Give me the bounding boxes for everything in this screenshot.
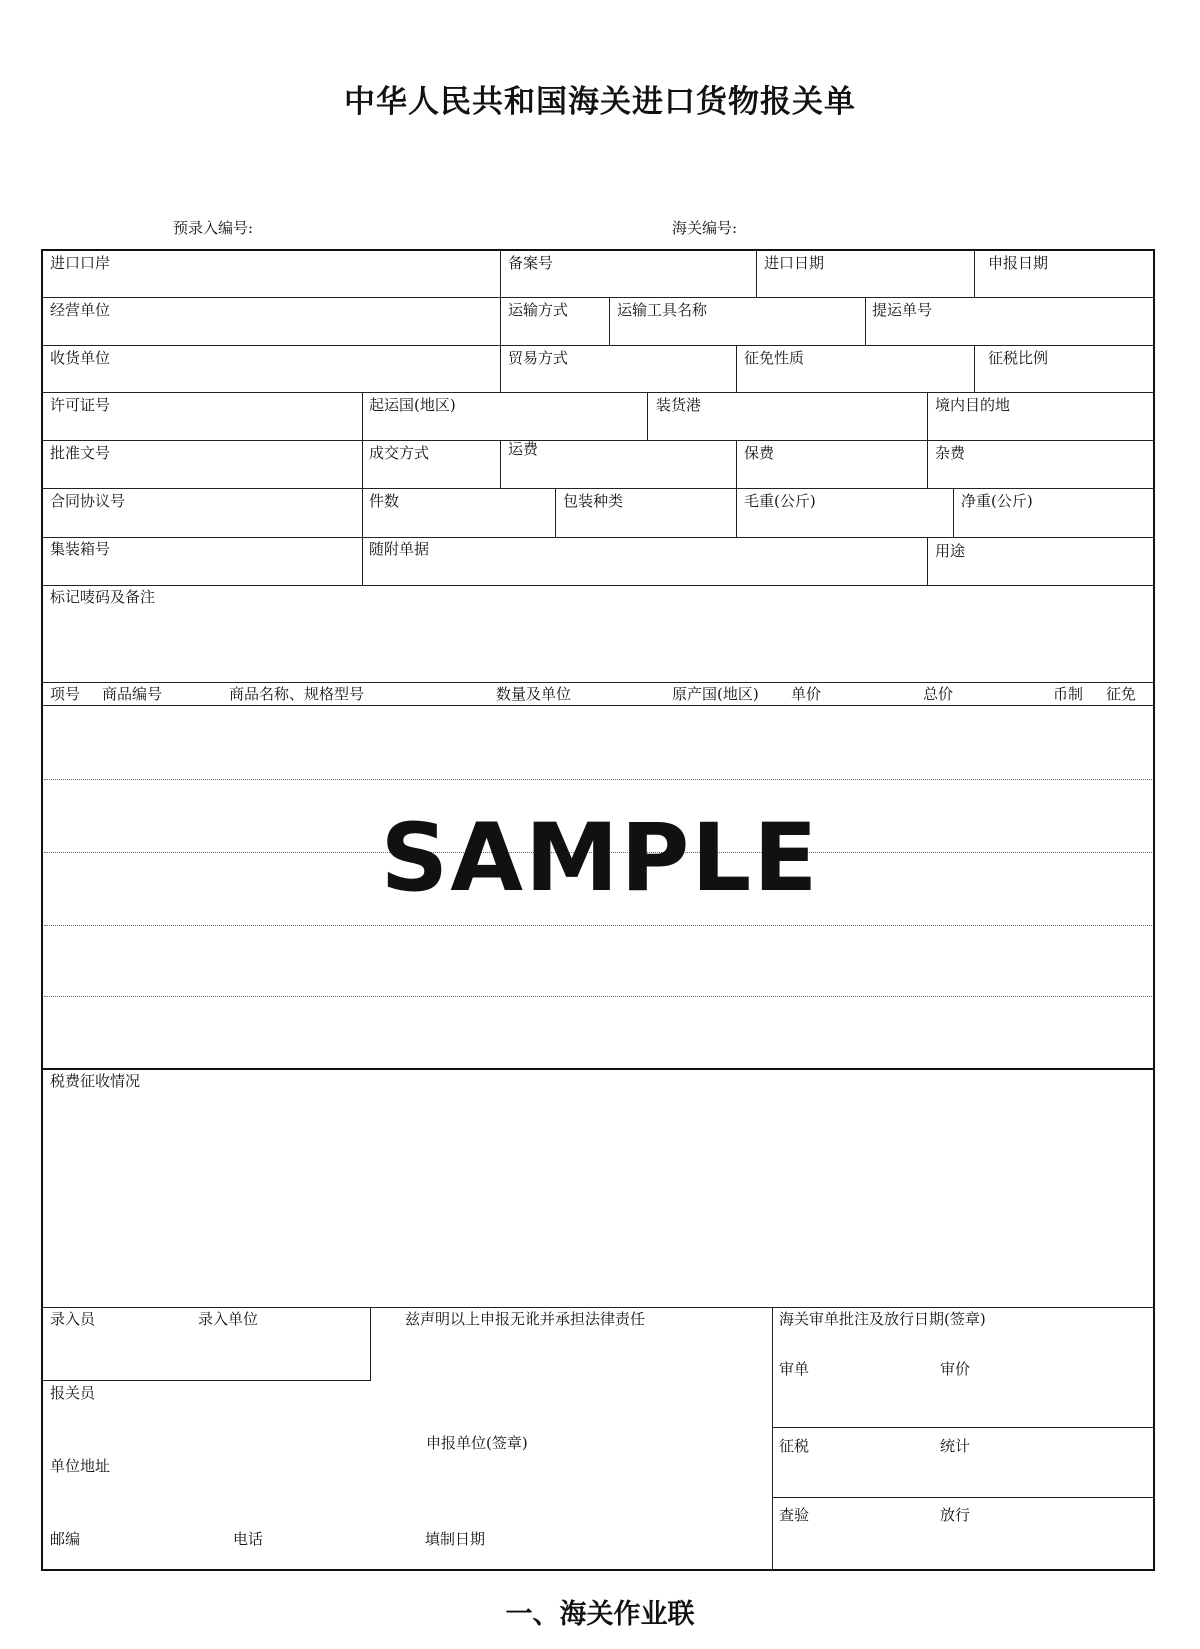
row-divider (42, 488, 1154, 489)
transport-mode-label: 运输方式 (508, 301, 569, 319)
col-divider (362, 392, 363, 585)
business-unit-label: 经营单位 (50, 301, 111, 319)
col-exemption: 征免 (1106, 685, 1137, 703)
loading-port-label: 装货港 (656, 396, 702, 414)
remarks-label: 标记唛码及备注 (50, 588, 156, 606)
col-divider (370, 1307, 371, 1381)
copy-name-footer: 一、海关作业联 (505, 1599, 695, 1630)
col-commodity-name: 商品名称、规格型号 (229, 685, 365, 703)
entry-unit-label: 录入单位 (198, 1310, 259, 1328)
row-divider (42, 297, 1154, 298)
postcode-label: 邮编 (50, 1530, 81, 1548)
bill-of-lading-label: 提运单号 (872, 301, 933, 319)
col-divider (756, 250, 757, 297)
import-date-label: 进口日期 (764, 254, 825, 272)
inspection-label: 查验 (779, 1506, 810, 1524)
col-divider (927, 440, 928, 488)
row-divider (42, 345, 1154, 346)
row-divider (772, 1497, 1154, 1498)
col-unit-price: 单价 (791, 685, 822, 703)
sample-watermark: SAMPLE (380, 804, 820, 913)
vehicle-name-label: 运输工具名称 (617, 301, 708, 319)
domestic-destination-label: 境内目的地 (935, 396, 1011, 414)
license-number-label: 许可证号 (50, 396, 111, 414)
col-divider (736, 440, 737, 488)
levy-label: 征税 (779, 1437, 810, 1455)
col-divider (865, 297, 866, 345)
insurance-label: 保费 (744, 444, 775, 462)
declaration-statement: 兹声明以上申报无讹并承担法律责任 (405, 1310, 646, 1328)
declaring-unit-label: 申报单位(签章) (426, 1434, 528, 1452)
form-title: 中华人民共和国海关进口货物报关单 (344, 84, 856, 120)
goods-line (44, 779, 1152, 780)
col-origin-country: 原产国(地区) (672, 685, 759, 703)
consignee-label: 收货单位 (50, 349, 111, 367)
tax-ratio-label: 征税比例 (988, 349, 1049, 367)
col-divider (927, 392, 928, 440)
row-divider (42, 585, 1154, 586)
col-divider (974, 345, 975, 392)
import-port-label: 进口口岸 (50, 254, 111, 272)
col-divider (974, 250, 975, 297)
fill-date-label: 填制日期 (425, 1530, 486, 1548)
attached-documents-label: 随附单据 (369, 540, 430, 558)
trade-mode-label: 贸易方式 (508, 349, 569, 367)
release-label: 放行 (940, 1506, 971, 1524)
col-divider (500, 440, 501, 488)
exemption-nature-label: 征免性质 (744, 349, 805, 367)
row-divider (42, 440, 1154, 441)
col-divider (927, 537, 928, 585)
pricing-label: 审价 (940, 1360, 971, 1378)
col-divider (736, 345, 737, 392)
col-divider (953, 488, 954, 537)
row-divider (42, 1307, 1154, 1308)
net-weight-label: 净重(公斤) (961, 492, 1033, 510)
packing-type-label: 包装种类 (563, 492, 624, 510)
origin-country-label: 起运国(地区) (369, 396, 456, 414)
tax-collection-label: 税费征收情况 (50, 1072, 141, 1090)
goods-line (44, 996, 1152, 997)
row-divider (42, 682, 1154, 683)
col-divider (736, 488, 737, 537)
customs-number-label: 海关编号: (672, 219, 738, 237)
customs-approval-label: 海关审单批注及放行日期(签章) (779, 1310, 986, 1328)
review-label: 审单 (779, 1360, 810, 1378)
col-divider (772, 1307, 773, 1570)
misc-fees-label: 杂费 (935, 444, 966, 462)
col-divider (609, 297, 610, 345)
goods-line (44, 925, 1152, 926)
col-commodity-code: 商品编号 (102, 685, 163, 703)
preentry-number-label: 预录入编号: (173, 219, 254, 237)
col-item-no: 项号 (50, 685, 81, 703)
col-total-price: 总价 (923, 685, 954, 703)
freight-label: 运费 (508, 440, 539, 458)
row-divider (772, 1427, 1154, 1428)
contract-number-label: 合同协议号 (50, 492, 126, 510)
unit-address-label: 单位地址 (50, 1457, 111, 1475)
entry-clerk-label: 录入员 (50, 1310, 96, 1328)
phone-label: 电话 (233, 1530, 264, 1548)
declaration-date-label: 申报日期 (988, 254, 1049, 272)
col-quantity-unit: 数量及单位 (496, 685, 572, 703)
gross-weight-label: 毛重(公斤) (744, 492, 816, 510)
deal-terms-label: 成交方式 (369, 444, 430, 462)
col-currency: 币制 (1053, 685, 1084, 703)
piece-count-label: 件数 (369, 492, 400, 510)
col-divider (500, 250, 501, 392)
row-divider (42, 705, 1154, 706)
record-number-label: 备案号 (508, 254, 554, 272)
declarant-label: 报关员 (50, 1384, 96, 1402)
approval-number-label: 批准文号 (50, 444, 111, 462)
statistics-label: 统计 (940, 1437, 971, 1455)
usage-label: 用途 (935, 542, 966, 560)
section-divider (42, 1068, 1154, 1070)
row-divider (42, 392, 1154, 393)
col-divider (555, 488, 556, 537)
row-divider (42, 537, 1154, 538)
row-divider (42, 1380, 371, 1381)
col-divider (647, 392, 648, 440)
container-number-label: 集装箱号 (50, 540, 111, 558)
